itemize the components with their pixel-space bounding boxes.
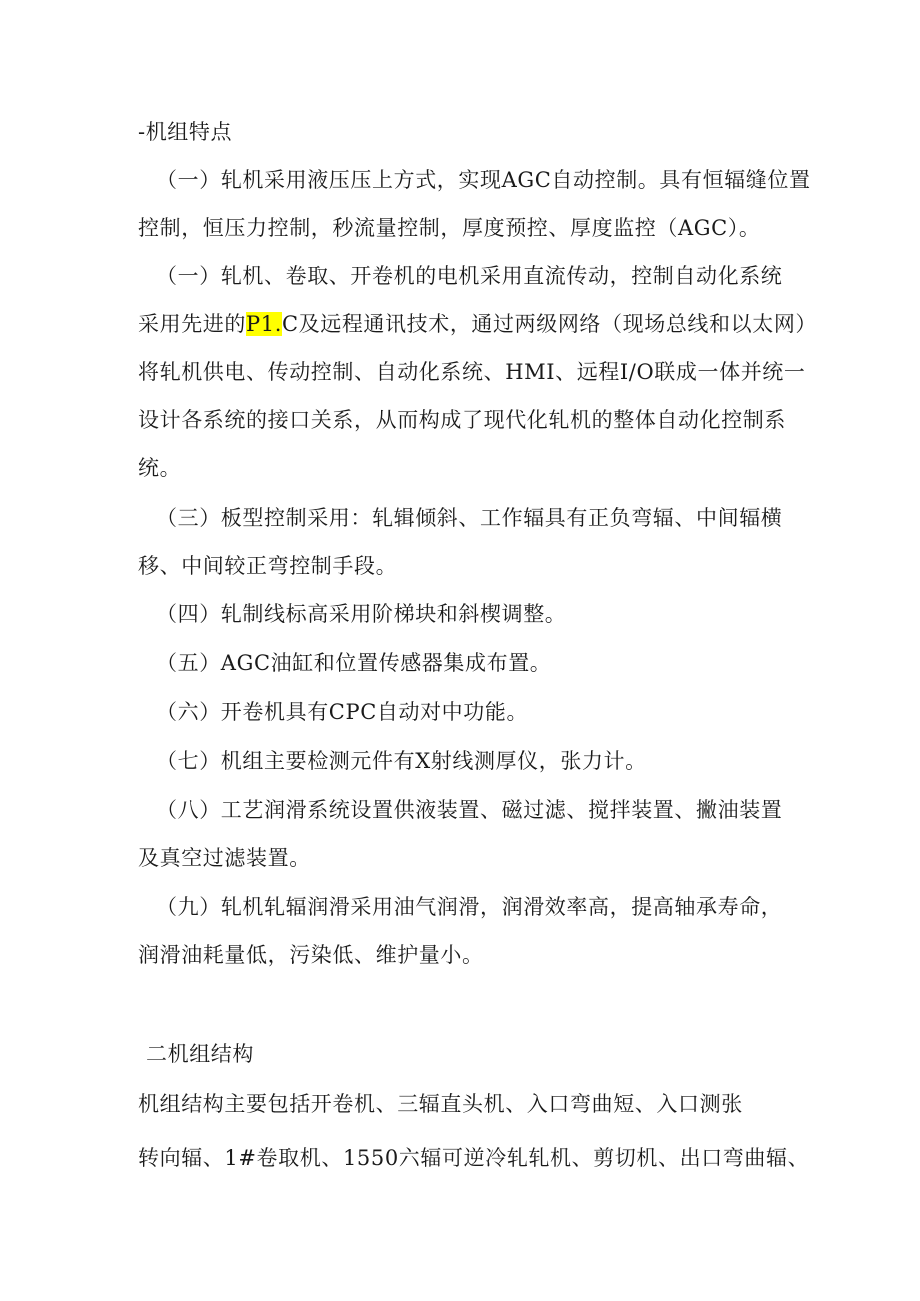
paragraph-2-line-1: （一）轧机、卷取、开卷机的电机采用直流传动，控制自动化系统 <box>156 264 783 288</box>
paragraph-7: （七）机组主要检测元件有X射线测厚仪，张力计。 <box>156 749 647 773</box>
text-segment: C及远程通讯技术，通过两级网络（现场总线和以太网） <box>281 312 818 336</box>
paragraph-2-line-2 <box>138 308 817 340</box>
paragraph-8-line-2: 及真空过滤装置。 <box>138 846 311 870</box>
paragraph-2-line-4: 设计各系统的接口关系，从而构成了现代化轧机的整体自动化控制系 <box>138 408 786 432</box>
paragraph-1-line-1: （一）轧机采用液压压上方式，实现AGC自动控制。具有恒辐缝位置 <box>156 168 811 192</box>
paragraph-3-line-2: 移、中间较正弯控制手段。 <box>138 554 398 578</box>
paragraph-2-line-3: 将轧机供电、传动控制、自动化系统、HMI、远程I/O联成一体并统一 <box>138 360 806 384</box>
section2-heading: 二机组结构 <box>146 1042 254 1066</box>
text-segment: 采用先进的 <box>138 312 246 336</box>
section2-line-1: 机组结构主要包括开卷机、三辐直头机、入口弯曲短、入口测张 <box>138 1092 743 1116</box>
paragraph-1-line-2: 控制，恒压力控制，秒流量控制，厚度预控、厚度监控（AGC）。 <box>138 216 761 240</box>
paragraph-4: （四）轧制线标高采用阶梯块和斜楔调整。 <box>156 602 567 626</box>
paragraph-9-line-2: 润滑油耗量低，污染低、维护量小。 <box>138 943 484 967</box>
paragraph-9-line-1: （九）轧机轧辐润滑采用油气润滑，润滑效率高，提高轴承寿命， <box>156 895 783 919</box>
highlighted-text: P1. <box>246 312 282 336</box>
paragraph-2-line-5: 统。 <box>138 456 182 480</box>
section1-heading: -机组特点 <box>138 120 233 144</box>
paragraph-5: （五）AGC油缸和位置传感器集成布置。 <box>156 651 552 675</box>
paragraph-6: （六）开卷机具有CPC自动对中功能。 <box>156 700 529 724</box>
paragraph-3-line-1: （三）板型控制采用：轧辑倾斜、工作辐具有正负弯辐、中间辐横 <box>156 506 783 530</box>
section2-line-2: 转向辐、1#卷取机、1550六辐可逆冷轧轧机、剪切机、出口弯曲辐、 <box>138 1146 810 1170</box>
paragraph-8-line-1: （八）工艺润滑系统设置供液装置、磁过滤、搅拌装置、撇油装置 <box>156 798 783 822</box>
